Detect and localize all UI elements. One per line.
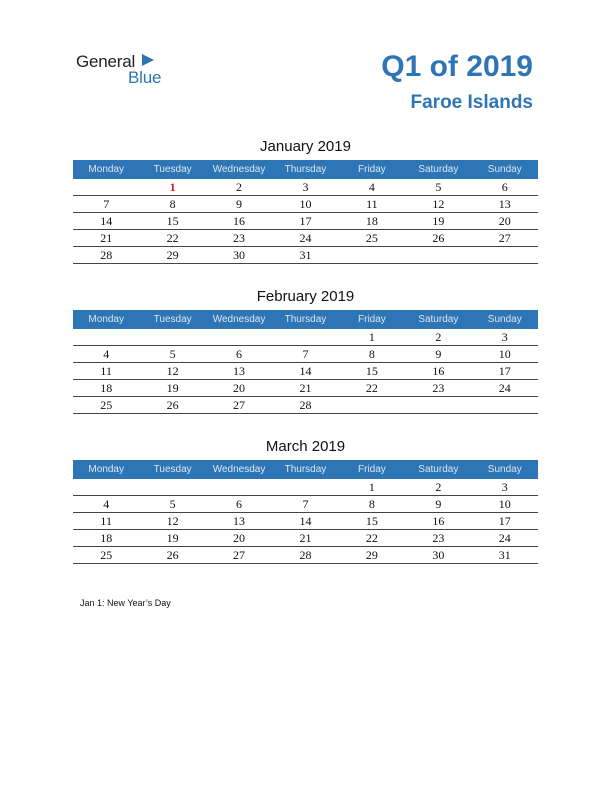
day-cell: 6: [501, 180, 508, 194]
weekday-label: Saturday: [418, 164, 459, 175]
day-cell: 15: [365, 364, 378, 378]
week-row: [73, 380, 538, 397]
day-cell: 11: [100, 364, 112, 378]
day-cell: 13: [233, 364, 246, 378]
day-cell: 16: [432, 364, 445, 378]
weekday-label: Wednesday: [212, 464, 266, 475]
day-cell: 22: [365, 531, 378, 545]
weekday-label: Friday: [358, 314, 386, 325]
empty-day-cell: [73, 329, 139, 345]
day-cell: 19: [166, 381, 179, 395]
day-cell: 4: [103, 347, 110, 361]
month-weeks: [73, 329, 538, 414]
weekday-label: Sunday: [487, 464, 522, 475]
week-row: [73, 479, 538, 496]
day-cell: 21: [100, 231, 113, 245]
day-cell: 7: [302, 497, 309, 511]
day-cell: 24: [498, 381, 511, 395]
day-cell: 2: [236, 180, 243, 194]
weekday-label: Tuesday: [153, 314, 192, 325]
weekday-label: Thursday: [284, 164, 327, 175]
day-cell: 17: [299, 214, 312, 228]
day-cell: 27: [498, 231, 511, 245]
day-cell: 28: [100, 248, 113, 262]
week-row: [73, 329, 538, 346]
day-cell: 5: [169, 497, 176, 511]
day-cell: 18: [365, 214, 378, 228]
month-title: January 2019: [260, 138, 351, 155]
day-cell: 20: [498, 214, 511, 228]
weekday-label: Tuesday: [153, 464, 192, 475]
day-cell: 20: [233, 531, 246, 545]
month-calendar-march: [73, 438, 538, 564]
day-cell: 29: [166, 248, 179, 262]
month-weeks: [73, 179, 538, 264]
weekday-label: Monday: [88, 164, 124, 175]
logo-text-general: General: [76, 52, 136, 71]
day-cell: 2: [435, 330, 442, 344]
holiday-note: Jan 1: New Year’s Day: [80, 598, 171, 608]
day-cell: 20: [233, 381, 246, 395]
day-cell: 1: [368, 480, 375, 494]
day-cell: 8: [368, 347, 375, 361]
day-cell: 16: [233, 214, 246, 228]
country-name: Faroe Islands: [410, 92, 533, 113]
empty-day-cell: [405, 247, 471, 263]
day-cell: 18: [100, 381, 113, 395]
day-cell: 18: [100, 531, 113, 545]
day-cell: 10: [498, 347, 511, 361]
empty-day-cell: [73, 179, 139, 195]
week-row: [73, 397, 538, 414]
weekday-label: Friday: [358, 164, 386, 175]
day-cell: 28: [299, 548, 312, 562]
day-cell: 28: [299, 398, 312, 412]
weekday-header: [73, 460, 538, 479]
week-row: [73, 496, 538, 513]
day-cell: 23: [233, 231, 246, 245]
day-cell: 5: [169, 347, 176, 361]
day-cell: 24: [498, 531, 511, 545]
day-cell: 8: [169, 197, 176, 211]
week-row: [73, 230, 538, 247]
logo-text-blue: Blue: [128, 68, 162, 87]
weekday-label: Saturday: [418, 314, 459, 325]
day-cell: 9: [236, 197, 243, 211]
day-cell: 4: [103, 497, 110, 511]
holiday-notes: [80, 598, 171, 608]
day-cell: 10: [498, 497, 511, 511]
day-cell: 12: [166, 514, 179, 528]
day-cell: 21: [299, 531, 312, 545]
day-cell: 14: [299, 364, 312, 378]
day-cell: 12: [432, 197, 445, 211]
brand-logo: [76, 52, 176, 88]
day-cell: 30: [432, 548, 445, 562]
day-cell: 14: [100, 214, 113, 228]
weekday-label: Sunday: [487, 164, 522, 175]
day-cell: 14: [299, 514, 312, 528]
day-cell: 9: [435, 347, 442, 361]
weekday-label: Thursday: [284, 464, 327, 475]
day-cell: 3: [302, 180, 309, 194]
day-cell: 24: [299, 231, 312, 245]
day-cell: 1: [169, 180, 176, 194]
day-cell: 7: [302, 347, 309, 361]
month-calendar-january: [73, 138, 538, 264]
weekday-label: Friday: [358, 464, 386, 475]
week-row: [73, 247, 538, 264]
day-cell: 15: [166, 214, 179, 228]
day-cell: 10: [299, 197, 312, 211]
day-cell: 25: [365, 231, 378, 245]
empty-day-cell: [339, 247, 405, 263]
week-row: [73, 196, 538, 213]
day-cell: 26: [166, 398, 179, 412]
day-cell: 22: [365, 381, 378, 395]
empty-day-cell: [405, 397, 471, 413]
day-cell: 19: [432, 214, 445, 228]
day-cell: 25: [100, 548, 113, 562]
day-cell: 17: [498, 364, 511, 378]
day-cell: 30: [233, 248, 246, 262]
day-cell: 1: [368, 330, 375, 344]
day-cell: 4: [368, 180, 375, 194]
week-row: [73, 530, 538, 547]
day-cell: 9: [435, 497, 442, 511]
month-calendar-february: [73, 288, 538, 414]
day-cell: 6: [236, 497, 243, 511]
empty-day-cell: [472, 247, 538, 263]
weekday-label: Wednesday: [212, 314, 266, 325]
day-cell: 22: [166, 231, 179, 245]
weekday-header: [73, 160, 538, 179]
empty-day-cell: [139, 329, 205, 345]
day-cell: 16: [432, 514, 445, 528]
day-cell: 25: [100, 398, 113, 412]
day-cell: 26: [432, 231, 445, 245]
day-cell: 12: [166, 364, 179, 378]
weekday-header: [73, 310, 538, 329]
day-cell: 29: [365, 548, 378, 562]
quarter-title: Q1 of 2019: [381, 50, 533, 83]
month-title: March 2019: [265, 438, 346, 455]
week-row: [73, 213, 538, 230]
day-cell: 11: [366, 197, 378, 211]
day-cell: 27: [233, 548, 246, 562]
month-weeks: [73, 479, 538, 564]
week-row: [73, 547, 538, 564]
day-cell: 2: [435, 480, 442, 494]
day-cell: 31: [498, 548, 511, 562]
day-cell: 23: [432, 531, 445, 545]
empty-day-cell: [272, 479, 338, 495]
empty-day-cell: [206, 329, 272, 345]
weekday-label: Wednesday: [212, 164, 266, 175]
day-cell: 7: [103, 197, 110, 211]
week-row: [73, 346, 538, 363]
day-cell: 3: [501, 480, 508, 494]
weekday-label: Monday: [88, 314, 124, 325]
empty-day-cell: [139, 479, 205, 495]
day-cell: 23: [432, 381, 445, 395]
weekday-label: Monday: [88, 464, 124, 475]
empty-day-cell: [472, 397, 538, 413]
day-cell: 26: [166, 548, 179, 562]
month-title: February 2019: [256, 288, 355, 305]
weekday-label: Saturday: [418, 464, 459, 475]
day-cell: 13: [233, 514, 246, 528]
week-row: [73, 363, 538, 380]
empty-day-cell: [73, 479, 139, 495]
day-cell: 19: [166, 531, 179, 545]
day-cell: 27: [233, 398, 246, 412]
flag-icon: [142, 54, 154, 66]
day-cell: 13: [498, 197, 511, 211]
day-cell: 17: [498, 514, 511, 528]
week-row: [73, 513, 538, 530]
week-row: [73, 179, 538, 196]
empty-day-cell: [339, 397, 405, 413]
day-cell: 8: [368, 497, 375, 511]
empty-day-cell: [206, 479, 272, 495]
day-cell: 31: [299, 248, 312, 262]
empty-day-cell: [272, 329, 338, 345]
day-cell: 5: [435, 180, 442, 194]
weekday-label: Sunday: [487, 314, 522, 325]
weekday-label: Tuesday: [153, 164, 192, 175]
day-cell: 11: [100, 514, 112, 528]
day-cell: 15: [365, 514, 378, 528]
weekday-label: Thursday: [284, 314, 327, 325]
day-cell: 6: [236, 347, 243, 361]
day-cell: 3: [501, 330, 508, 344]
day-cell: 21: [299, 381, 312, 395]
